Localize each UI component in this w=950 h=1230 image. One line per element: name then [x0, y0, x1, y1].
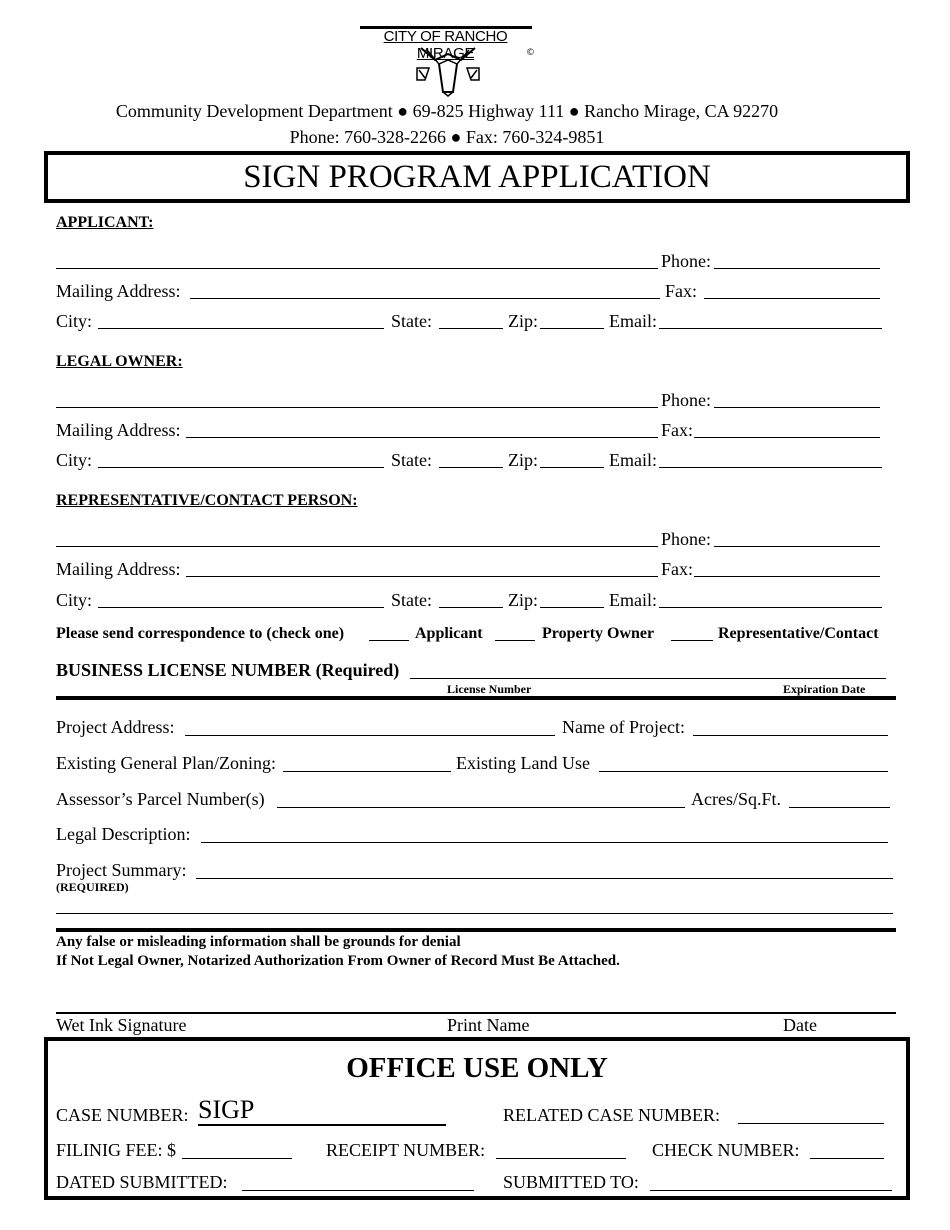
notice-divider [56, 928, 896, 932]
section-divider [56, 696, 896, 700]
project-summary-field-2[interactable] [56, 913, 893, 914]
print-name-label: Print Name [447, 1015, 530, 1035]
acres-field[interactable] [789, 807, 890, 808]
parcel-number-field[interactable] [277, 807, 685, 808]
office-use-box [44, 1037, 910, 1200]
owner-mailing-label: Mailing Address: [56, 420, 181, 440]
project-address-field[interactable] [185, 735, 555, 736]
license-number-caption: License Number [447, 682, 532, 696]
business-license-label: BUSINESS LICENSE NUMBER (Required) [56, 660, 400, 680]
rep-state-field[interactable] [439, 607, 503, 608]
rep-mailing-label: Mailing Address: [56, 559, 181, 579]
expiration-date-caption: Expiration Date [783, 682, 866, 696]
applicant-phone-label: Phone: [661, 251, 712, 271]
applicant-email-label: Email: [609, 311, 657, 331]
submitted-to-field[interactable] [650, 1190, 892, 1191]
applicant-fax-field[interactable] [704, 298, 880, 299]
owner-phone-field[interactable] [714, 407, 880, 408]
rep-email-field[interactable] [659, 607, 882, 608]
notice-line-1: Any false or misleading information shall be grounds for denial [56, 934, 461, 950]
project-name-field[interactable] [693, 735, 888, 736]
applicant-name-field[interactable] [56, 268, 658, 269]
applicant-state-field[interactable] [439, 328, 503, 329]
notice-line-2: If Not Legal Owner, Notarized Authorization From Owner of Record Must Be Attached. [56, 953, 620, 969]
related-case-field[interactable] [738, 1123, 884, 1124]
dated-submitted-field[interactable] [242, 1190, 474, 1191]
rep-checkbox-line[interactable] [671, 640, 713, 641]
submitted-to-label: SUBMITTED TO: [503, 1172, 639, 1192]
applicant-phone-field[interactable] [714, 268, 880, 269]
department-address: Community Development Department ● 69-825 Highway 111 ● Rancho Mirage, CA 92270 [115, 101, 779, 121]
representative-heading: REPRESENTATIVE/CONTACT PERSON: [56, 492, 358, 509]
owner-email-label: Email: [609, 450, 657, 470]
applicant-mailing-label: Mailing Address: [56, 281, 181, 301]
project-summary-field[interactable] [196, 878, 893, 879]
land-use-field[interactable] [599, 771, 888, 772]
option-applicant: Applicant [415, 625, 483, 642]
option-representative: Representative/Contact [718, 625, 879, 642]
rep-phone-field[interactable] [714, 546, 880, 547]
project-address-label: Project Address: [56, 717, 175, 737]
rep-zip-label: Zip: [508, 590, 538, 610]
rep-fax-field[interactable] [694, 576, 880, 577]
summary-required-note: (REQUIRED) [56, 880, 129, 894]
logo-text: CITY OF RANCHO MIRAGE [383, 28, 508, 62]
rep-fax-label: Fax: [661, 559, 694, 579]
check-number-label: CHECK NUMBER: [652, 1140, 800, 1160]
rep-mailing-field[interactable] [186, 576, 658, 577]
rep-zip-field[interactable] [540, 607, 604, 608]
rep-city-label: City: [56, 590, 93, 610]
rep-city-field[interactable] [98, 607, 384, 608]
applicant-checkbox-line[interactable] [369, 640, 409, 641]
owner-zip-label: Zip: [508, 450, 538, 470]
receipt-number-label: RECEIPT NUMBER: [326, 1140, 486, 1160]
applicant-fax-label: Fax: [665, 281, 698, 301]
legal-description-field[interactable] [201, 842, 888, 843]
applicant-zip-field[interactable] [540, 328, 604, 329]
legal-description-label: Legal Description: [56, 824, 191, 844]
owner-email-field[interactable] [659, 467, 882, 468]
rep-email-label: Email: [609, 590, 657, 610]
applicant-city-label: City: [56, 311, 93, 331]
owner-checkbox-line[interactable] [495, 640, 535, 641]
case-number-field[interactable] [198, 1124, 446, 1126]
applicant-email-field[interactable] [659, 328, 882, 329]
project-summary-label: Project Summary: [56, 860, 187, 880]
legal-owner-heading: LEGAL OWNER: [56, 353, 183, 370]
department-phone: Phone: 760-328-2266 ● Fax: 760-324-9851 [289, 127, 605, 147]
owner-state-label: State: [391, 450, 432, 470]
option-property-owner: Property Owner [542, 625, 655, 642]
applicant-heading: APPLICANT: [56, 214, 154, 231]
filing-fee-field[interactable] [182, 1158, 292, 1159]
filing-fee-label: FILINIG FEE: $ [56, 1140, 176, 1160]
parcel-number-label: Assessor’s Parcel Number(s) [56, 789, 265, 809]
ram-skull-icon [413, 46, 483, 98]
owner-state-field[interactable] [439, 467, 503, 468]
correspondence-label: Please send correspondence to (check one) [56, 625, 345, 642]
receipt-number-field[interactable] [496, 1158, 626, 1159]
applicant-zip-label: Zip: [508, 311, 538, 331]
check-number-field[interactable] [810, 1158, 884, 1159]
case-number-label: CASE NUMBER: [56, 1105, 189, 1125]
general-plan-label: Existing General Plan/Zoning: [56, 753, 276, 773]
project-name-label: Name of Project: [562, 717, 685, 737]
office-use-heading: OFFICE USE ONLY [346, 1052, 608, 1084]
land-use-label: Existing Land Use [456, 753, 590, 773]
owner-fax-field[interactable] [694, 437, 880, 438]
dated-submitted-label: DATED SUBMITTED: [56, 1172, 228, 1192]
owner-mailing-field[interactable] [186, 437, 658, 438]
rep-name-field[interactable] [56, 546, 658, 547]
applicant-state-label: State: [391, 311, 432, 331]
rep-state-label: State: [391, 590, 432, 610]
city-logo [358, 26, 538, 98]
rep-phone-label: Phone: [661, 529, 712, 549]
owner-name-field[interactable] [56, 407, 658, 408]
page-title: SIGN PROGRAM APPLICATION [243, 159, 711, 195]
copyright-mark: © [526, 48, 535, 58]
owner-city-label: City: [56, 450, 93, 470]
owner-fax-label: Fax: [661, 420, 694, 440]
related-case-label: RELATED CASE NUMBER: [503, 1105, 721, 1125]
acres-label: Acres/Sq.Ft. [691, 789, 781, 809]
general-plan-field[interactable] [283, 771, 451, 772]
signature-line[interactable] [56, 1012, 896, 1014]
applicant-city-field[interactable] [98, 328, 384, 329]
business-license-field[interactable] [410, 678, 886, 679]
owner-phone-label: Phone: [661, 390, 712, 410]
signature-label: Wet Ink Signature [56, 1015, 187, 1035]
case-number-prefix: SIGP [198, 1095, 255, 1124]
title-box [44, 151, 910, 203]
owner-city-field[interactable] [98, 467, 384, 468]
applicant-mailing-field[interactable] [190, 298, 660, 299]
date-label: Date [783, 1015, 817, 1035]
owner-zip-field[interactable] [540, 467, 604, 468]
